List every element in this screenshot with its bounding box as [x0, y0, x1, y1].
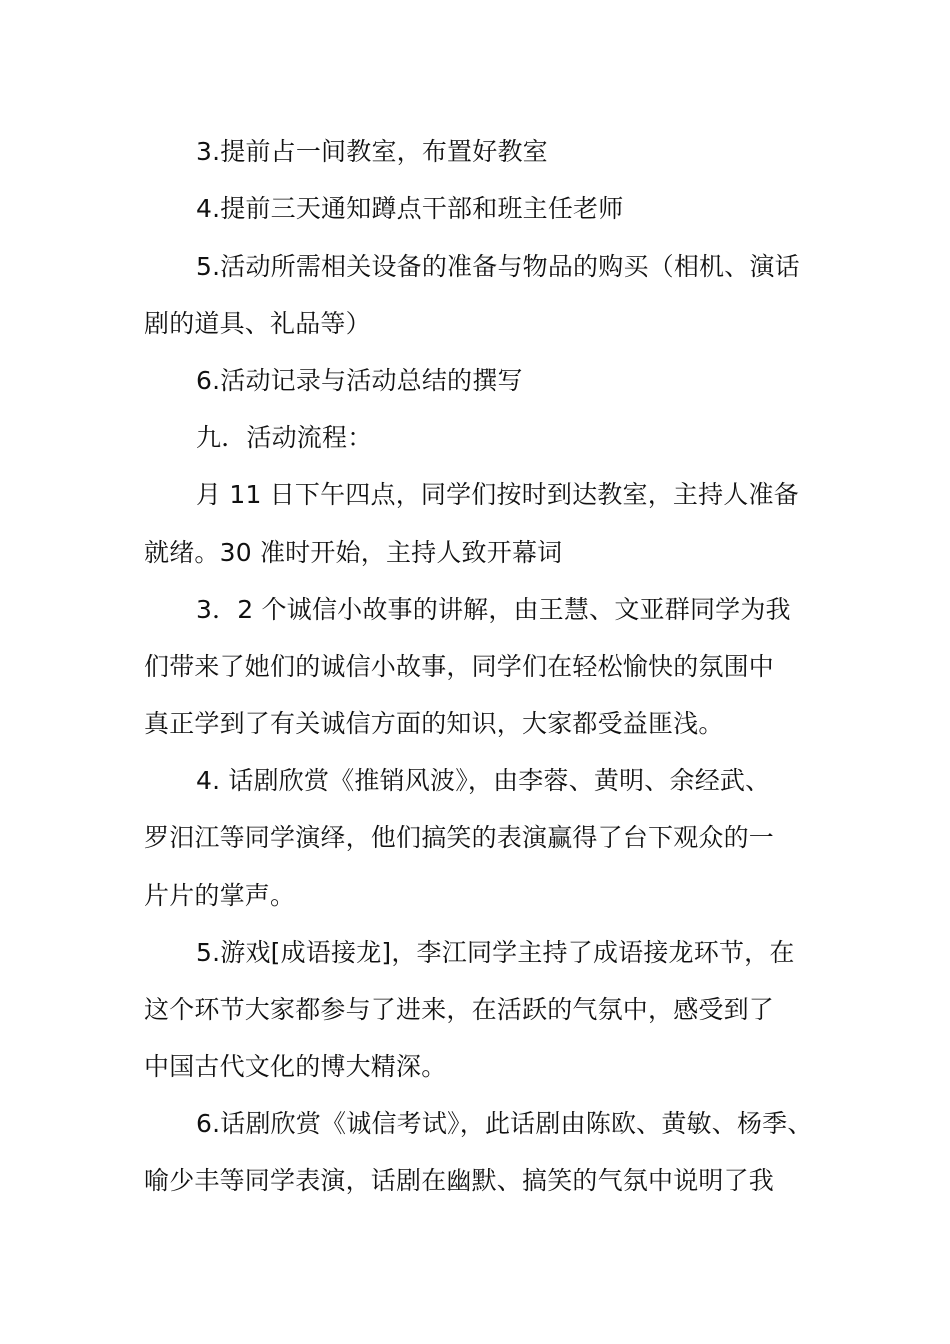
text-line-2: 4.提前三天通知蹲点干部和班主任老师 [196, 194, 624, 223]
text-line-19: 喻少丰等同学表演，话剧在幽默、搞笑的气氛中说明了我 [144, 1166, 775, 1195]
text-line-17: 中国古代文化的博大精深。 [144, 1052, 447, 1081]
text-line-14: 片片的掌声。 [144, 881, 296, 910]
text-line-11: 真正学到了有关诚信方面的知识，大家都受益匪浅。 [144, 709, 724, 738]
section-heading: 九．活动流程： [196, 423, 373, 452]
text-line-1: 3.提前占一间教室，布置好教室 [196, 137, 548, 166]
text-line-3: 5.活动所需相关设备的准备与物品的购买（相机、演话 [196, 252, 800, 281]
text-line-15: 5.游戏[成语接龙]，李江同学主持了成语接龙环节，在 [196, 938, 795, 967]
text-line-7: 月 11 日下午四点，同学们按时到达教室，主持人准备 [196, 480, 799, 509]
text-line-4: 剧的道具、礼品等） [144, 309, 371, 338]
text-line-13: 罗汨江等同学演绎，他们搞笑的表演赢得了台下观众的一 [144, 823, 775, 852]
text-line-16: 这个环节大家都参与了进来，在活跃的气氛中，感受到了 [144, 995, 775, 1024]
text-line-18: 6.话剧欣赏《诚信考试》，此话剧由陈欧、黄敏、杨季、 [196, 1109, 813, 1138]
text-line-8: 就绪。30 准时开始，主持人致开幕词 [144, 538, 563, 567]
text-line-10: 们带来了她们的诚信小故事，同学们在轻松愉快的氛围中 [144, 652, 775, 681]
text-line-5: 6.活动记录与活动总结的撰写 [196, 366, 523, 395]
text-line-9: 3．2 个诚信小故事的讲解，由王慧、文亚群同学为我 [196, 595, 791, 624]
text-line-12: 4. 话剧欣赏《推销风波》，由李蓉、黄明、余经武、 [196, 766, 771, 795]
